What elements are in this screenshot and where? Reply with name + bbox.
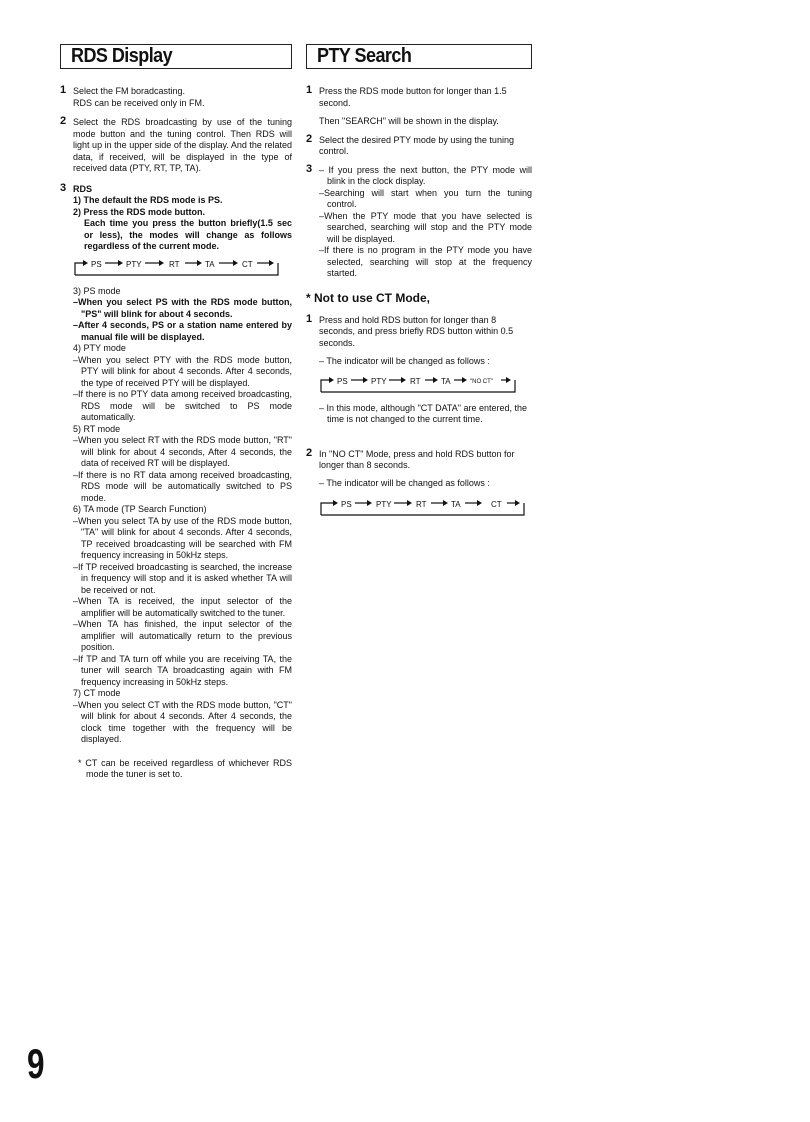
ta-mode-text: –When TA is received, the input selector of the amplifier will be automatically switched to the tuner. <box>73 596 292 618</box>
flow-label-ta: TA <box>451 500 461 509</box>
rds-step-2 <box>60 117 292 175</box>
pty-step-3 <box>306 162 532 280</box>
ta-mode-text: –If TP received broadcasting is searched, the increase in frequency will stop and it is asked whether TA will be received or not. <box>73 561 292 595</box>
step-text: Select the FM boradcasting. <box>73 86 186 96</box>
step-number: 3 <box>60 181 67 194</box>
step-number: 3 <box>306 162 313 175</box>
rt-mode-heading: 5) RT mode <box>73 423 121 434</box>
step-text: Select the RDS broadcasting by use of the tuning mode button and the tuning control. Then RDS will light up in the upper side of the display. And the related data, if received, will be displayed in the type of received data (PTY, RT, TP, TA). <box>73 117 292 173</box>
flow-label-rt: RT <box>416 500 427 509</box>
rds-step-3 <box>60 181 292 746</box>
flow-label-ct: CT <box>491 500 502 509</box>
ps-mode-text: –When you select PS with the RDS mode button, "PS" will blink for about 4 seconds. <box>73 297 292 319</box>
indicator-text: – The indicator will be changed as follows : <box>319 356 490 366</box>
ct-note-text: * CT can be received regardless of whichever RDS mode the tuner is set to. <box>78 757 292 779</box>
flow-label-no-ct: "NO CT" <box>470 378 493 385</box>
step-number: 2 <box>306 132 313 145</box>
rt-mode-text: –If there is no RT data among received broadcasting, RDS mode will be automatically switched to PS mode. <box>73 469 292 503</box>
ps-mode-heading: 3) PS mode <box>73 285 121 296</box>
ta-mode-heading: 6) TA mode (TP Search Function) <box>73 504 207 514</box>
rds-step-1 <box>60 86 292 109</box>
page-number: 9 <box>27 1040 45 1087</box>
flow-label-rt: RT <box>410 376 421 386</box>
step-number: 1 <box>60 84 67 96</box>
ta-mode-text: –When TA has finished, the input selector of the amplifier will automatically return to the previous position. <box>73 619 292 652</box>
flow-label-ps: PS <box>91 259 102 269</box>
flow-label-ct: CT <box>242 259 253 269</box>
step-number: 2 <box>60 115 67 127</box>
step-number: 1 <box>306 312 313 325</box>
step-text: In "NO CT" Mode, press and hold RDS button for longer than 8 seconds. <box>319 448 515 470</box>
ps-mode-text: –After 4 seconds, PS or a station name entered by manual file will be displayed. <box>73 320 292 342</box>
pty-search-title: PTY Search <box>317 45 412 67</box>
indicator-text: – The indicator will be changed as follows : <box>319 477 490 488</box>
pty-mode-text: –When you select PTY with the RDS mode button, PTY will blink for about 4 seconds. After 4 seconds, the type of received PTY will be displayed. <box>73 354 292 388</box>
ta-mode-text: –When you select TA by use of the RDS mode button, "TA" will blink for about 4 seconds. After 4 seconds, TP received broadcasting will be searched with FM frequency increasing in 50kHz steps. <box>73 515 292 560</box>
rds-press-detail: Each time you press the button briefly(1.5 sec or less), the modes will change as follows regardless of the current mode. <box>84 218 292 251</box>
no-ct-flow-diagram <box>319 375 519 391</box>
step-heading: RDS <box>73 183 93 194</box>
ct-mode-heading: 7) CT mode <box>73 688 121 698</box>
not-ct-mode-heading: * Not to use CT Mode, <box>306 290 430 305</box>
step-text: Press the RDS mode button for longer than 1.5 second. <box>319 86 507 108</box>
flow-label-ta: TA <box>441 376 451 386</box>
ta-mode-text: –If TP and TA turn off while you are receiving TA, the tuner will search TA broadcasting again with FM frequency increasing in 50kHz steps. <box>73 653 292 687</box>
flow-label-ta: TA <box>205 259 215 269</box>
ct-restore-flow-diagram <box>319 498 529 514</box>
rds-default-note: 1) The default the RDS mode is PS. <box>73 195 223 205</box>
flow-label-pty: PTY <box>376 500 392 509</box>
flow-label-ps: PS <box>337 376 348 386</box>
rt-mode-text: –When you select RT with the RDS mode button, "RT" will blink for about 4 seconds, After 4 seconds, the data of received RT will be displayed. <box>73 435 292 468</box>
no-ct-note: – In this mode, although "CT DATA" are entered, the time is not changed to the current time. <box>319 402 528 424</box>
pty-search-heading-box <box>306 44 532 69</box>
ct-note <box>60 758 292 781</box>
pty-step-2 <box>306 132 532 158</box>
flow-label-pty: PTY <box>371 376 387 386</box>
flow-label-ps: PS <box>341 500 352 509</box>
step-text: RDS can be received only in FM. <box>73 97 205 108</box>
step-number: 2 <box>306 446 313 459</box>
rds-mode-flow-diagram <box>73 258 283 274</box>
step-text: Press and hold RDS button for longer than 8 seconds, and press briefly RDS button within 0.5 seconds. <box>319 314 514 348</box>
rds-display-title: RDS Display <box>71 45 173 67</box>
pty-search-section <box>306 44 532 514</box>
ct-step-1 <box>306 312 532 426</box>
step-number: 1 <box>306 84 313 96</box>
step-text: –When the PTY mode that you have selected is searched, searching will stop and the PTY mode will be displayed. <box>319 210 532 244</box>
step-text: – If you press the next button, the PTY mode will blink in the clock display. <box>319 164 532 186</box>
step-text: –Searching will start when you turn the tuning control. <box>319 187 532 209</box>
rds-press-note: 2) Press the RDS mode button. <box>73 206 206 217</box>
flow-label-rt: RT <box>169 259 180 269</box>
ct-step-2 <box>306 446 532 515</box>
pty-mode-text: –If there is no PTY data among received broadcasting, RDS mode will be switched to PS mode automatically. <box>73 389 292 422</box>
pty-step-1 <box>306 86 532 128</box>
step-text: –If there is no program in the PTY mode you have selected, searching will stop at the frequency started. <box>319 245 532 278</box>
step-text: Then "SEARCH" will be shown in the display. <box>319 116 499 126</box>
rds-display-section <box>60 44 292 781</box>
rds-display-heading-box <box>60 44 292 69</box>
pty-mode-heading: 4) PTY mode <box>73 343 126 353</box>
flow-label-pty: PTY <box>126 259 142 269</box>
ct-mode-text: –When you select CT with the RDS mode button, "CT" will blink for about 4 seconds. After 4 seconds, the clock time together with the frequency will be displayed. <box>73 699 292 744</box>
step-text: Select the desired PTY mode by using the tuning control. <box>319 134 514 156</box>
